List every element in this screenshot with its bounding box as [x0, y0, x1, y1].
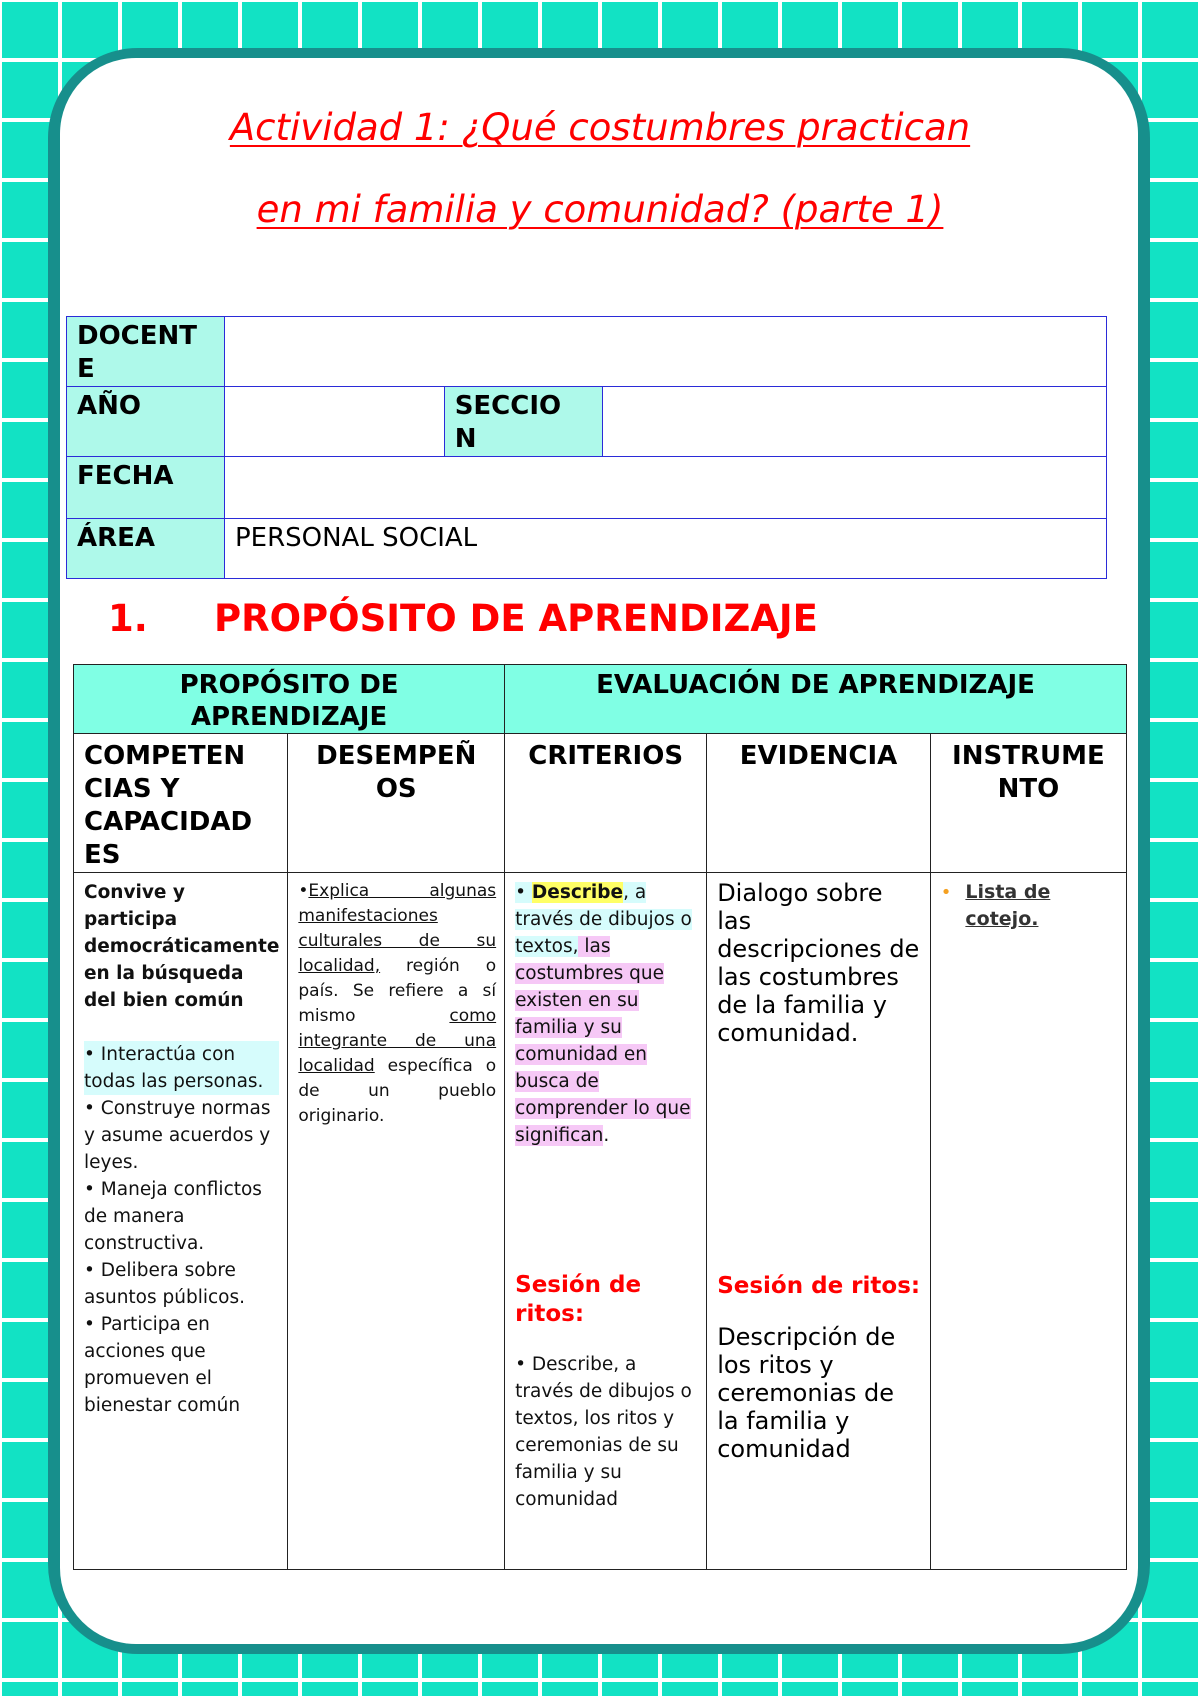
evidencia-text: Dialogo sobre las descripciones de las costumbres de la familia y comunidad. — [717, 879, 920, 1047]
instrumento-text: Lista de cotejo. — [965, 881, 1051, 930]
instrumento-item — [941, 879, 1118, 933]
fecha-label: FECHA — [67, 457, 225, 519]
desempenos-cell — [288, 873, 505, 1570]
seccion-value[interactable] — [602, 387, 1106, 457]
section-title: PROPÓSITO DE APRENDIZAJE — [214, 597, 818, 640]
anio-value[interactable] — [224, 387, 444, 457]
column-evidencia: EVIDENCIA — [707, 734, 931, 873]
desempeno-bullet: • — [298, 881, 309, 901]
column-criterios: CRITERIOS — [505, 734, 707, 873]
criterio-text — [515, 879, 698, 1149]
column-desempenos: DESEMPEÑ OS — [288, 734, 505, 873]
criterio-period: . — [603, 1125, 610, 1146]
section-number: 1. — [108, 597, 148, 640]
area-label: ÁREA — [67, 519, 225, 579]
evaluation-header: EVALUACIÓN DE APRENDIZAJE — [505, 665, 1127, 734]
seccion-label: SECCIO N — [444, 387, 602, 457]
orange-bullet-icon: • — [940, 882, 952, 903]
desempeno-part-4: específica o de un pueblo originario. — [298, 1056, 497, 1126]
capacidad-item: • Construye normas y asume acuerdos y leyes. — [84, 1098, 271, 1173]
desempeno-text — [298, 879, 496, 1129]
competencia-title: Convive y participa democráticamente en la búsqueda del bien común — [84, 882, 280, 1011]
evidencia-cell — [707, 873, 931, 1570]
criterio-session-text: • Describe, a través de dibujos o textos, los ritos y ceremonias de su familia y su comunidad — [515, 1354, 692, 1510]
criterio-part-2: las costumbres que existen en su familia y su comunidad en busca de comprender lo que significan — [515, 936, 691, 1146]
capacidad-item: • Delibera sobre asuntos públicos. — [84, 1260, 246, 1308]
capacidad-item: • Maneja conflictos de manera constructiva. — [84, 1179, 262, 1254]
evidencia-session-text: Descripción de los ritos y ceremonias de la familia y comunidad — [717, 1323, 896, 1463]
section-heading — [108, 597, 818, 640]
competencias-cell — [74, 873, 288, 1570]
criterio-comma: , — [623, 882, 629, 903]
docente-value[interactable] — [224, 317, 1106, 387]
criterio-part-1: a través de dibujos o textos, — [515, 882, 692, 957]
activity-title-line-2: en mi familia y comunidad? (parte 1) — [256, 188, 944, 231]
anio-label: AÑO — [67, 387, 225, 457]
column-competencias: COMPETEN CIAS Y CAPACIDAD ES — [74, 734, 288, 873]
criterio-session-title: Sesión de ritos: — [515, 1272, 642, 1327]
instrumento-cell — [930, 873, 1126, 1570]
purpose-header: PROPÓSITO DE APRENDIZAJE — [74, 665, 505, 734]
learning-purpose-table — [73, 664, 1127, 1570]
capacidad-item: • Interactúa con todas las personas. — [84, 1041, 279, 1095]
area-value: PERSONAL SOCIAL — [224, 519, 1106, 579]
evidencia-session-title: Sesión de ritos: — [717, 1273, 921, 1299]
fecha-value[interactable] — [224, 457, 1106, 519]
desempeno-part-1: Explica algunas manifestaciones culturales de su localidad, — [298, 881, 497, 976]
column-instrumento: INSTRUME NTO — [930, 734, 1126, 873]
criterio-bullet: • — [515, 882, 532, 903]
criterio-verb: Describe — [531, 882, 624, 903]
desempeno-part-3: como integrante de una localidad — [298, 1006, 497, 1076]
info-table — [66, 316, 1107, 579]
activity-title-line-1: Actividad 1: ¿Qué costumbres practican — [229, 106, 971, 149]
criterios-cell — [505, 873, 707, 1570]
capacidad-item: • Participa en acciones que promueven el bienestar común — [84, 1314, 241, 1416]
docente-label: DOCENT E — [67, 317, 225, 387]
desempeno-part-2: región o país. Se refiere a sí mismo — [298, 956, 497, 1026]
